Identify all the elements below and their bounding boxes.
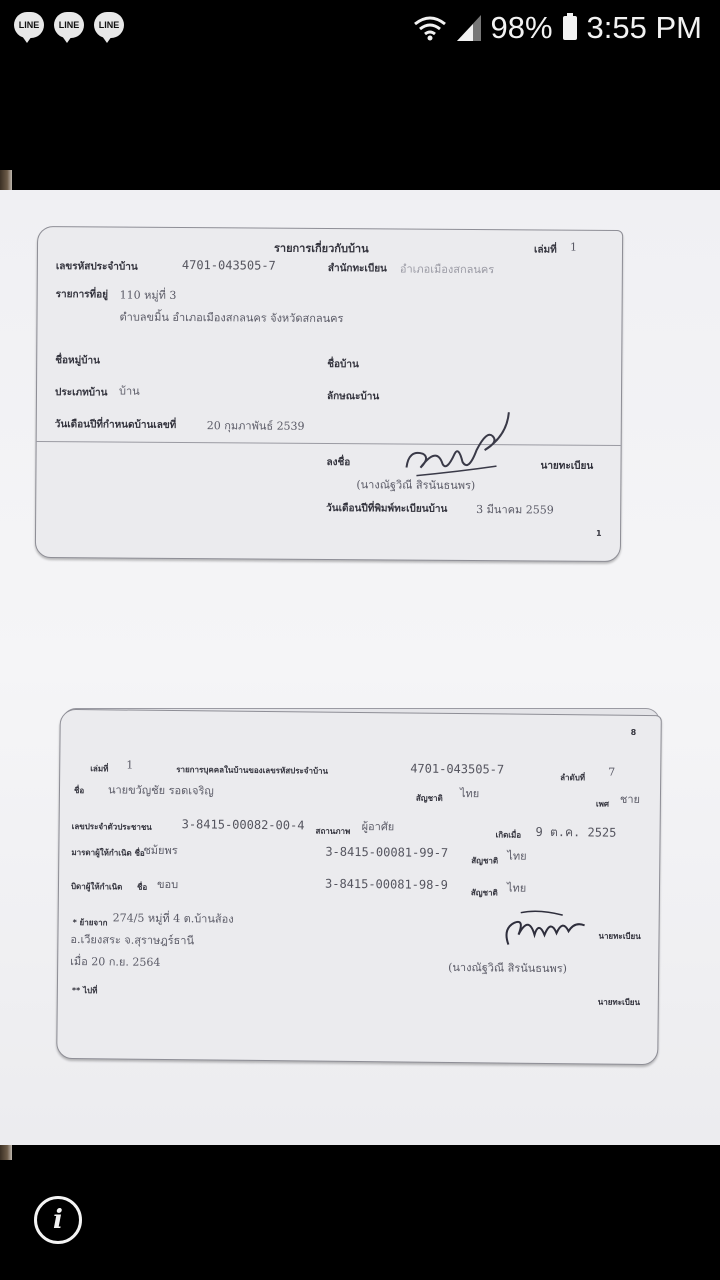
sex-label: เพศ: [595, 799, 610, 809]
birth-label: เกิดเมื่อ: [495, 830, 522, 840]
divider: [37, 441, 621, 446]
registrar-label: นายทะเบียน: [540, 460, 594, 472]
line-app-icon: LINE: [54, 12, 84, 38]
status-value: ผู้อาศัย: [361, 820, 395, 834]
signal-icon: [457, 15, 481, 41]
father-label: บิดาผู้ให้กำเนิด: [70, 881, 123, 892]
father-id: 3-8415-00081-98-9: [324, 876, 448, 892]
registrar-signature: [498, 904, 589, 955]
info-button[interactable]: i: [34, 1196, 82, 1244]
nationality-label: สัญชาติ: [415, 793, 443, 803]
id-label: เลขประจำตัวประชาชน: [71, 821, 152, 832]
father-nationality-label: สัญชาติ: [470, 888, 498, 898]
father-name: ขอบ: [156, 877, 179, 892]
book-value: 1: [569, 240, 578, 254]
seq-value: 7: [608, 765, 616, 779]
registry-office-value: อำเภอเมืองสกลนคร: [399, 262, 495, 277]
village-label: ชื่อหมู่บ้าน: [55, 355, 101, 367]
name-label: ชื่อ: [73, 786, 85, 796]
seq-label: ลำดับที่: [560, 773, 586, 783]
house-code-value: 4701-043505-7: [181, 257, 276, 273]
wifi-icon: [413, 15, 447, 41]
status-bar: [0, 0, 720, 56]
house-type-value: บ้าน: [118, 384, 140, 398]
page-number: 1: [596, 528, 602, 538]
mother-nationality-value: ไทย: [507, 849, 527, 863]
move-in-line-3: เมื่อ 20 ก.ย. 2564: [70, 954, 161, 969]
registrar-label: นายทะเบียน: [598, 931, 641, 941]
father-name-label: ชื่อ: [136, 882, 148, 892]
birth-value: 9 ต.ค. 2525: [535, 824, 617, 840]
address-label: รายการที่อยู่: [55, 289, 109, 301]
status-label: สถานภาพ: [315, 826, 351, 836]
battery-icon: [563, 16, 577, 40]
sex-value: ชาย: [619, 792, 641, 806]
registrar-label-2: นายทะเบียน: [597, 997, 641, 1007]
book-label: เล่มที่: [90, 764, 109, 774]
mother-id: 3-8415-00081-99-7: [325, 844, 449, 860]
line-app-icon: LINE: [94, 12, 124, 38]
sign-label: ลงชื่อ: [326, 456, 351, 469]
print-date-value: 3 มีนาคม 2559: [476, 503, 554, 517]
mother-nationality-label: สัญชาติ: [471, 856, 499, 866]
house-code-label: เลขรหัสประจำบ้าน: [55, 261, 138, 273]
card-title: รายการเกี่ยวกับบ้าน: [273, 241, 369, 256]
father-nationality-value: ไทย: [506, 881, 527, 895]
assigned-date-label: วันเดือนปีที่กำหนดบ้านเลขที่: [54, 419, 177, 431]
address-line-2: ตำบลขมิ้น อำเภอเมืองสกลนคร จังหวัดสกลนคร: [119, 310, 344, 326]
assigned-date-value: 20 กุมภาพันธ์ 2539: [206, 419, 305, 433]
move-out-label: ** ไปที่: [71, 985, 98, 996]
id-value: 3-8415-00082-00-4: [181, 817, 305, 833]
name-value: นายขวัญชัย รอดเจริญ: [107, 783, 214, 798]
mother-name: ชม้ยพร: [143, 843, 178, 858]
registry-office-label: สำนักทะเบียน: [327, 262, 387, 275]
clock: 3:55 PM: [586, 10, 702, 45]
move-in-line-1: 274/5 หมู่ที่ 4 ต.บ้านส้อง: [112, 911, 234, 926]
mother-label: มารดาผู้ให้กำเนิด ชื่อ: [71, 847, 145, 858]
person-details-card: [56, 709, 662, 1065]
move-in-line-2: อ.เวียงสระ จ.สุราษฎร์ธานี: [70, 932, 195, 948]
registrar-name: (นางณัฐวิณี สิรนันธนพร): [448, 960, 568, 976]
house-feature-label: ลักษณะบ้าน: [326, 390, 380, 403]
battery-percent: 98%: [490, 10, 553, 45]
house-details-card: [35, 226, 623, 562]
registrar-signature: [396, 405, 517, 486]
house-code-value: 4701-043505-7: [410, 761, 505, 777]
house-type-label: ประเภทบ้าน: [54, 387, 108, 399]
book-value: 1: [126, 758, 134, 772]
book-label: เล่มที่: [533, 244, 557, 256]
registrar-name: (นางณัฐวิณี สิรนันธนพร): [356, 478, 476, 493]
line-app-icon: LINE: [14, 12, 44, 38]
nationality-value: ไทย: [459, 787, 480, 801]
house-name-label: ชื่อบ้าน: [327, 358, 359, 371]
print-date-label: วันเดือนปีที่พิมพ์ทะเบียนบ้าน: [326, 502, 448, 515]
page-number: 8: [630, 727, 637, 737]
list-label: รายการบุคคลในบ้านของเลขรหัสประจำบ้าน: [176, 765, 329, 776]
address-line-1: 110 หมู่ที่ 3: [119, 288, 177, 302]
document-photo[interactable]: [0, 190, 720, 1145]
move-in-label: * ย้ายจาก: [72, 918, 108, 928]
